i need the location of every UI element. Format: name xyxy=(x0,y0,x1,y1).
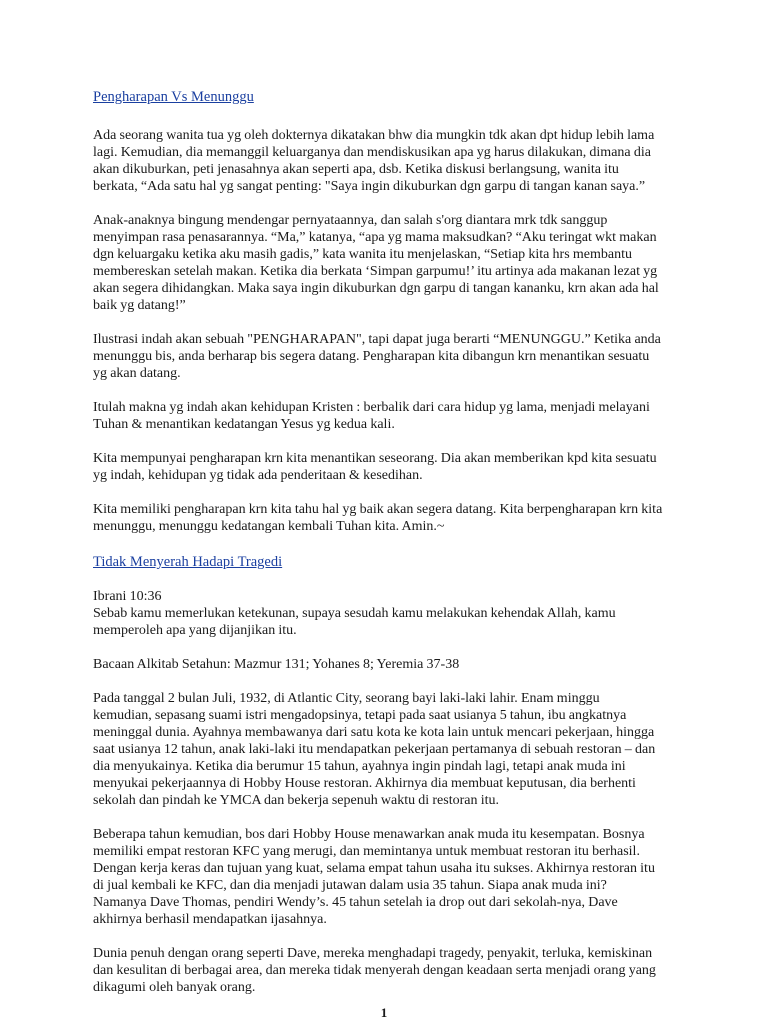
section-1-paragraph-5: Kita mempunyai pengharapan krn kita menantikan seseorang. Dia akan memberikan kpd kita sesuatu yg indah, kehidupan yg tidak ada penderitaan & kesedihan. xyxy=(93,451,657,483)
section-1-paragraph-1: Ada seorang wanita tua yg oleh dokternya dikatakan bhw dia mungkin tdk akan dpt hidup lebih lama lagi. Kemudian, dia memanggil keluarganya dan mendiskusikan apa yg harus dilakukan, dimana dia akan dikuburkan, peti jenasahnya akan seperti apa, dsb. Ketika diskusi berlangsung, wanita itu berkata, “Ada satu hal yg sangat penting: "Saya ingin dikuburkan dgn garpu di tangan kanan saya.” xyxy=(93,128,655,194)
section-2-paragraph-2: Bacaan Alkitab Setahun: Mazmur 131; Yohanes 8; Yeremia 37-38 xyxy=(93,657,460,672)
page-number: 1 xyxy=(380,1005,388,1020)
section-1-paragraph-3: Ilustrasi indah akan sebuah "PENGHARAPAN", tapi dapat juga berarti “MENUNGGU.” Ketika anda menunggu bis, anda berharap bis segera datang. Pengharapan kita dibangun krn menantikan sesuatu yg akan datang. xyxy=(93,332,661,381)
section-1-paragraph-6: Kita memiliki pengharapan krn kita tahu hal yg baik akan segera datang. Kita berpengharapan krn kita menunggu, menunggu kedatangan kembali Tuhan kita. Amin.~ xyxy=(93,502,663,534)
section-2-paragraph-1: Ibrani 10:36 Sebab kamu memerlukan ketekunan, supaya sesudah kamu melakukan kehendak Allah, kamu memperoleh apa yang dijanjikan itu. xyxy=(93,589,616,638)
section-2-paragraph-5: Dunia penuh dengan orang seperti Dave, mereka menghadapi tragedy, penyakit, terluka, kemiskinan dan kesulitan di berbagai area, dan mereka tidak menyerah dengan keadaan serta menjadi orang yang dikagumi oleh banyak orang. xyxy=(93,946,656,995)
document-page xyxy=(93,88,683,996)
section-1 xyxy=(93,88,683,106)
section-2-paragraph-4: Beberapa tahun kemudian, bos dari Hobby House menawarkan anak muda itu kesempatan. Bosnya memiliki empat restoran KFC yang merugi, dan memintanya untuk membuat restoran itu berhasil. Dengan kerja keras dan tujuan yang kuat, selama empat tahun usaha itu sukses. Akhirnya restoran itu di jual kembali ke KFC, dan dia menjadi jutawan dalam usia 35 tahun. Siapa anak muda ini? Namanya Dave Thomas, pendiri Wendy’s. 45 tahun setelah ia drop out dari sekolah-nya, Dave akhirnya berhasil mendapatkan ijasahnya. xyxy=(93,827,655,927)
section-2-paragraph-3: Pada tanggal 2 bulan Juli, 1932, di Atlantic City, seorang bayi laki-laki lahir. Enam minggu kemudian, sepasang suami istri mengadopsinya, tetapi pada saat usianya 5 tahun, ibu angkatnya meninggal dunia. Ayahnya membawanya dari satu kota ke kota lain untuk mencari pekerjaan, hingga saat usianya 12 tahun, anak laki-laki itu mendapatkan pekerjaan pertamanya di sebuah restoran – dan dia menyukainya. Ketika dia berumur 15 tahun, ayahnya ingin pindah lagi, tetapi anak muda ini menyukai pekerjaannya di Hobby House restoran. Akhirnya dia membuat keputusan, dia berhenti sekolah dan pindah ke YMCA dan bekerja sepenuh waktu di restoran itu. xyxy=(93,691,656,808)
section-1-paragraph-4: Itulah makna yg indah akan kehidupan Kristen : berbalik dari cara hidup yg lama, menjadi melayani Tuhan & menantikan kedatangan Yesus yg kedua kali. xyxy=(93,400,650,432)
section-1-title-link[interactable]: Pengharapan Vs Menunggu xyxy=(93,89,254,105)
section-2-title-link[interactable]: Tidak Menyerah Hadapi Tragedi xyxy=(93,554,283,570)
section-2 xyxy=(93,553,683,571)
section-1-paragraph-2: Anak-anaknya bingung mendengar pernyataannya, dan salah s'org diantara mrk tdk sanggup menyimpan rasa penasarannya. “Ma,” katanya, “apa yg mama maksudkan? “Aku teringat wkt makan dgn keluargaku ketika aku masih gadis,” kata wanita itu menjelaskan, “Setiap kita hrs membantu membereskan setelah makan. Ketika dia berkata ‘Simpan garpumu!’ itu artinya ada makanan lezat yg akan segera dihidangkan. Maka saya ingin dikuburkan dgn garpu di tangan kananku, krn akan ada hal baik yg datang!” xyxy=(93,213,659,313)
